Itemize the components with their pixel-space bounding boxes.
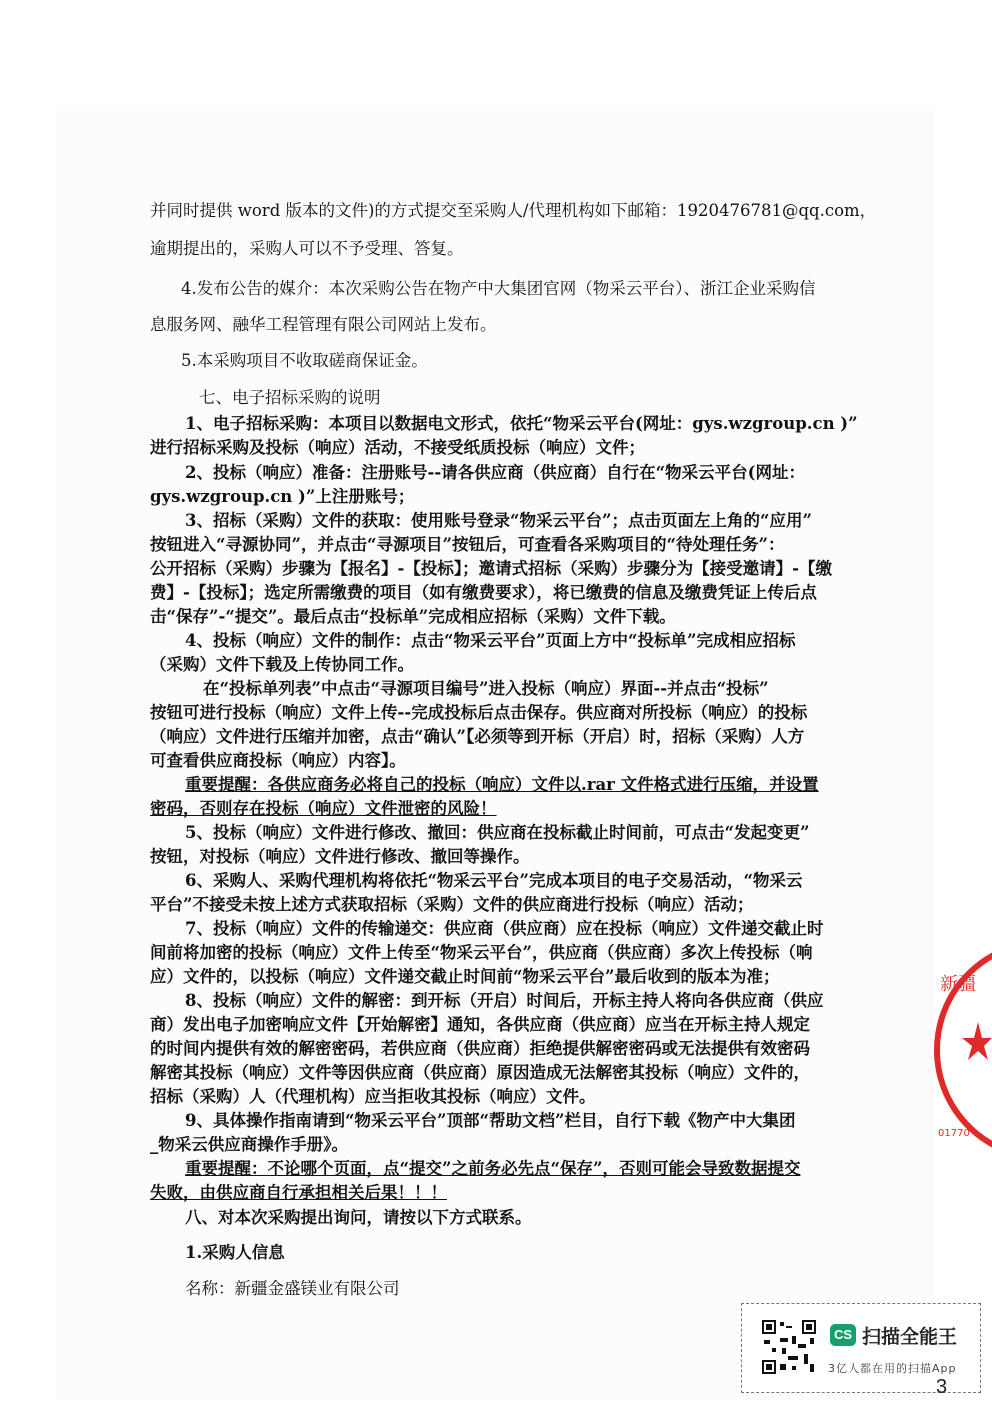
text-line: 失败，由供应商自行承担相关后果！！！ xyxy=(150,1183,447,1202)
text-line: 商）发出电子加密响应文件【开始解密】通知，各供应商（供应商）应当在开标主持人规定 xyxy=(150,1015,810,1034)
text-line: 1.采购人信息 xyxy=(185,1243,285,1262)
text-line: 击“保存”-“提交”。最后点击“投标单”完成相应招标（采购）文件下载。 xyxy=(150,607,676,626)
text-line: 密码，否则存在投标（响应）文件泄密的风险！ xyxy=(150,799,497,818)
text-line: 按钮可进行投标（响应）文件上传--完成投标后点击保存。供应商对所投标（响应）的投标 xyxy=(150,703,808,722)
text-line: 按钮进入“寻源协同”，并点击“寻源项目”按钮后，可查看各采购项目的“待处理任务”： xyxy=(150,535,785,554)
scanner-app-title: 扫描全能王 xyxy=(862,1326,958,1348)
text-line: _物采云供应商操作手册》。 xyxy=(150,1135,348,1154)
qr-code-icon xyxy=(762,1320,816,1374)
text-line: 逾期提出的，采购人可以不予受理、答复。 xyxy=(150,239,464,258)
text-line: 公开招标（采购）步骤为【报名】-【投标】；邀请式招标（采购）步骤分为【接受邀请】-【缴 xyxy=(150,559,832,578)
text-line: 并同时提供 word 版本的文件)的方式提交至采购人/代理机构如下邮箱：1920476781@qq.com， xyxy=(150,201,877,220)
text-line: 9、具体操作指南请到“物采云平台”顶部“帮助文档”栏目，自行下载《物产中大集团 xyxy=(185,1111,796,1130)
seal-number: 01770 xyxy=(938,1128,970,1139)
text-line: 6、采购人、采购代理机构将依托“物采云平台”完成本项目的电子交易活动，“物采云 xyxy=(185,871,803,890)
text-line: 名称：新疆金盛镁业有限公司 xyxy=(185,1279,400,1298)
text-line: 七、电子招标采购的说明 xyxy=(199,388,381,407)
red-seal-stamp xyxy=(930,950,992,1150)
text-line: 可查看供应商投标（响应）内容】。 xyxy=(150,751,406,770)
text-line: 应）文件的，以投标（响应）文件递交截止时间前“物采云平台”最后收到的版本为准； xyxy=(150,967,780,986)
text-line: 2、投标（响应）准备：注册账号--请各供应商（供应商）自行在“物采云平台(网址： xyxy=(185,463,805,482)
text-line: 招标（采购）人（代理机构）应当拒收其投标（响应）文件。 xyxy=(150,1087,596,1106)
text-line: 的时间内提供有效的解密密码，若供应商（供应商）拒绝提供解密密码或无法提供有效密码 xyxy=(150,1039,810,1058)
text-line: 3、招标（采购）文件的获取：使用账号登录“物采云平台”；点击页面左上角的“应用” xyxy=(185,511,812,530)
text-line: 1、电子招标采购：本项目以数据电文形式，依托“物采云平台(网址：gys.wzgroup.cn )” xyxy=(185,414,858,433)
text-line: 进行招标采购及投标（响应）活动，不接受纸质投标（响应）文件； xyxy=(150,438,645,457)
text-line: 4、投标（响应）文件的制作：点击“物采云平台”页面上方中“投标单”完成相应招标 xyxy=(185,631,796,650)
page-number: 3 xyxy=(936,1376,948,1398)
text-line: 重要提醒：各供应商务必将自己的投标（响应）文件以.rar 文件格式进行压缩，并设置 xyxy=(185,775,819,794)
text-line: 解密其投标（响应）文件等因供应商（供应商）原因造成无法解密其投标（响应）文件的， xyxy=(150,1063,810,1082)
text-line: 4.发布公告的媒介：本次采购公告在物产中大集团官网（物采云平台）、浙江企业采购信 xyxy=(181,279,816,298)
text-line: 按钮，对投标（响应）文件进行修改、撤回等操作。 xyxy=(150,847,530,866)
text-line: 7、投标（响应）文件的传输递交：供应商（供应商）应在投标（响应）文件递交截止时 xyxy=(185,919,824,938)
text-line: （响应）文件进行压缩并加密，点击“确认”【必须等到开标（开启）时，招标（采购）人方 xyxy=(150,727,805,746)
text-line: 平台”不接受未按上述方式获取招标（采购）文件的供应商进行投标（响应）活动； xyxy=(150,895,754,914)
seal-text: 新疆 xyxy=(940,974,976,995)
text-line: 5、投标（响应）文件进行修改、撤回：供应商在投标截止时间前，可点击“发起变更” xyxy=(185,823,810,842)
text-line: 8、投标（响应）文件的解密：到开标（开启）时间后，开标主持人将向各供应商（供应 xyxy=(185,991,824,1010)
text-line: 间前将加密的投标（响应）文件上传至“物采云平台”，供应商（供应商）多次上传投标（响 xyxy=(150,943,813,962)
text-line: 在“投标单列表”中点击“寻源项目编号”进入投标（响应）界面--并点击“投标” xyxy=(203,679,769,698)
text-line: 息服务网、融华工程管理有限公司网站上发布。 xyxy=(150,315,497,334)
scanner-app-subtitle: 3亿人都在用的扫描App xyxy=(828,1362,957,1375)
text-line: 八、对本次采购提出询问，请按以下方式联系。 xyxy=(185,1208,532,1227)
text-line: （采购）文件下载及上传协同工作。 xyxy=(150,655,414,674)
text-line: gys.wzgroup.cn )”上注册账号； xyxy=(150,487,415,506)
text-line: 费】-【投标】；选定所需缴费的项目（如有缴费要求），将已缴费的信息及缴费凭证上传后点 xyxy=(150,583,817,602)
text-line: 5.本采购项目不收取磋商保证金。 xyxy=(181,351,428,370)
camscanner-logo-icon: CS xyxy=(830,1324,856,1346)
text-line: 重要提醒：不论哪个页面，点“提交”之前务必先点“保存”，否则可能会导致数据提交 xyxy=(185,1159,801,1178)
